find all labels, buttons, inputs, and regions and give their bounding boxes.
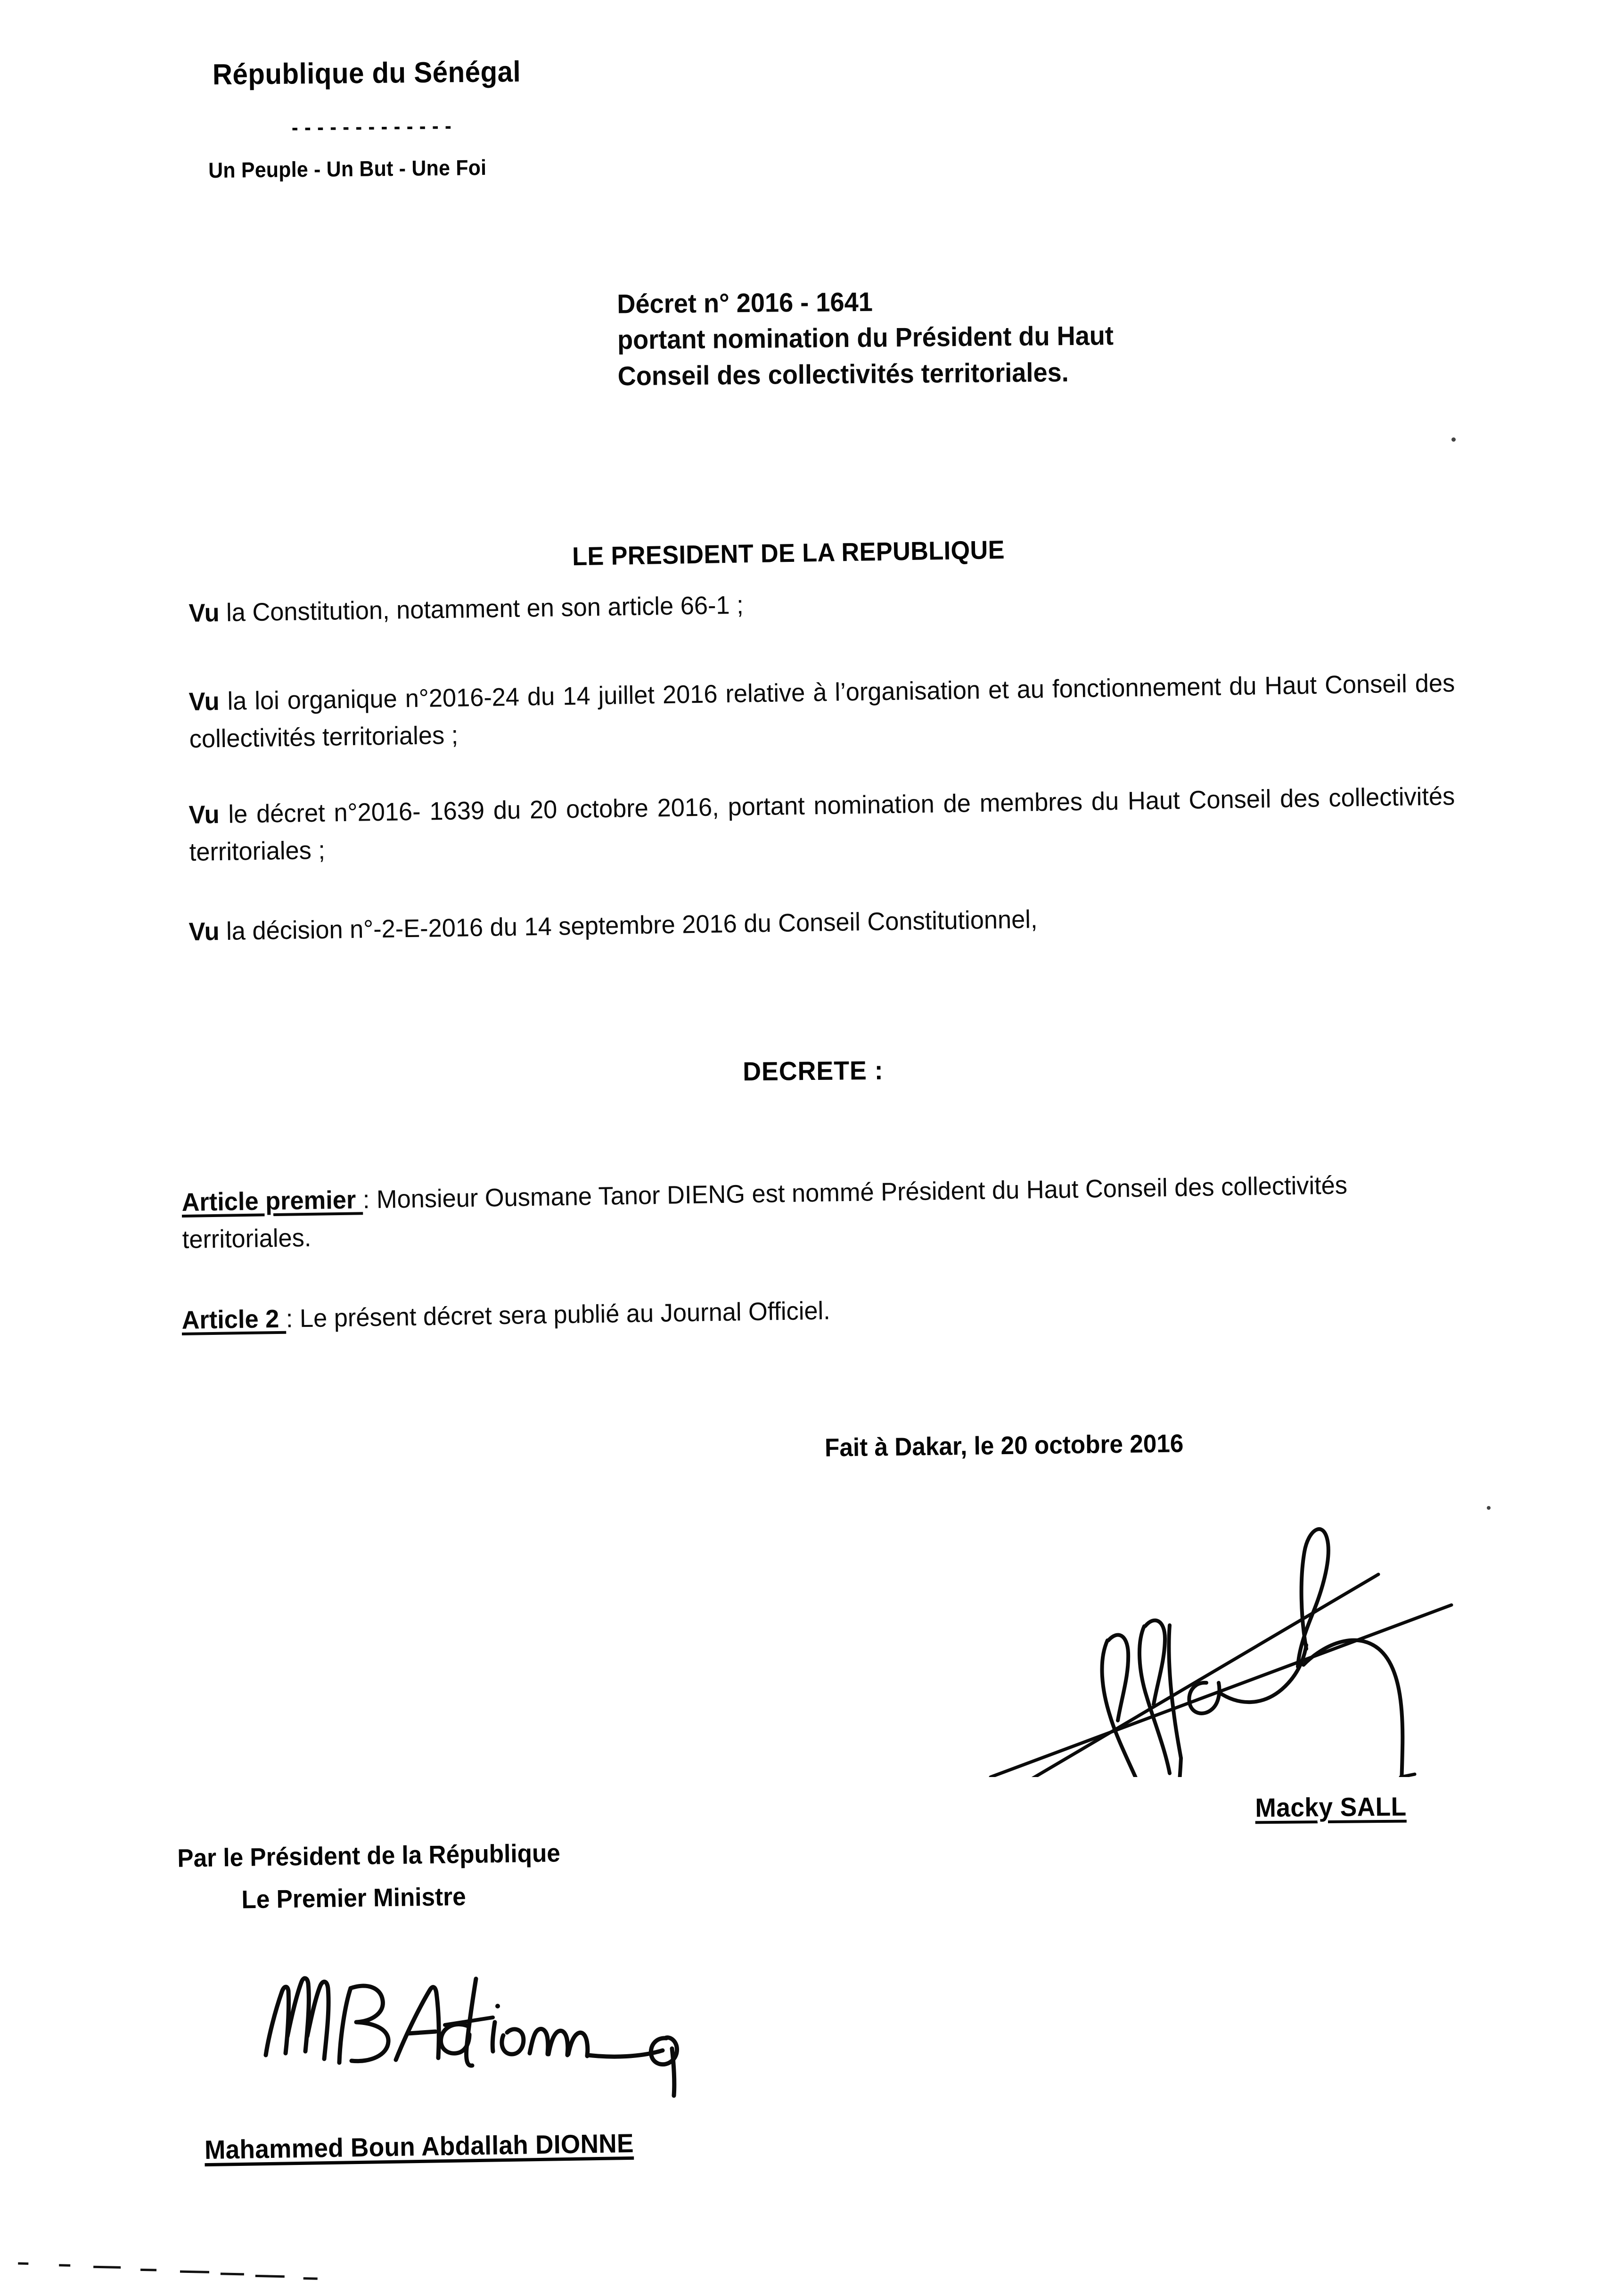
decree-number: Décret n° 2016 - 1641 [617,287,873,320]
header-separator: - - - - - - - - - - - - - [291,113,452,140]
visa-text: la loi organique n°2016-24 du 14 juillet 2016 relative à l’organisation et au fonctionnement du Haut Conseil des collectivités territoriales ; [189,669,1455,753]
visa-clause [189,576,1455,632]
article-text: : Monsieur Ousmane Tanor DIENG est nommé Président du Haut Conseil des collectivités territoriales. [182,1171,1348,1254]
decree-title-block [617,280,1419,395]
scan-speck [1487,1506,1491,1510]
visa-text: le décret n°2016- 1639 du 20 octobre 2016, portant nomination de membres du Haut Conseil des collectivités territoriales ; [189,782,1455,866]
dateline: Fait à Dakar, le 20 octobre 2016 [824,1429,1184,1462]
visa-clause [189,665,1456,757]
visa-text: la décision n°-2-E-2016 du 14 septembre 2016 du Conseil Constitutionnel, [219,905,1038,946]
scan-speck [1451,437,1456,442]
prime-minister-name: Mahammed Boun Abdallah DIONNE [204,2128,634,2165]
decrete-heading: DECRETE : [742,1055,884,1086]
president-heading: LE PRESIDENT DE LA REPUBLIQUE [572,535,1005,571]
handwritten-signature-macky-sall [952,1485,1480,1777]
article-clause [181,1283,1457,1339]
header-republic: République du Sénégal [212,55,521,91]
visa-text: la Constitution, notamment en son article 66-1 ; [219,591,744,627]
president-name: Macky SALL [1255,1791,1407,1823]
visa-clause [189,778,1456,871]
scan-artifact-dashes [14,2257,500,2287]
countersign-line-2: Le Premier Ministre [241,1882,467,1914]
decree-subject-line-1: portant nomination du Président du Haut [617,321,1114,355]
article-clause [181,1165,1458,1259]
visa-lead: Vu [189,800,220,829]
article-label: Article 2 [181,1304,287,1334]
article-text: : Le présent décret sera publié au Journal Officiel. [286,1296,831,1333]
visa-lead: Vu [189,687,220,716]
countersign-line-1: Par le Président de la République [177,1839,561,1873]
visa-clause [189,895,1455,951]
visa-lead: Vu [189,599,220,627]
header-motto: Un Peuple - Un But - Une Foi [208,155,487,183]
article-label: Article premier [181,1185,363,1217]
decree-subject-line-2: Conseil des collectivités territoriales. [617,357,1069,392]
visa-lead: Vu [189,917,220,946]
handwritten-signature-mahammed-dionne [254,1966,716,2121]
